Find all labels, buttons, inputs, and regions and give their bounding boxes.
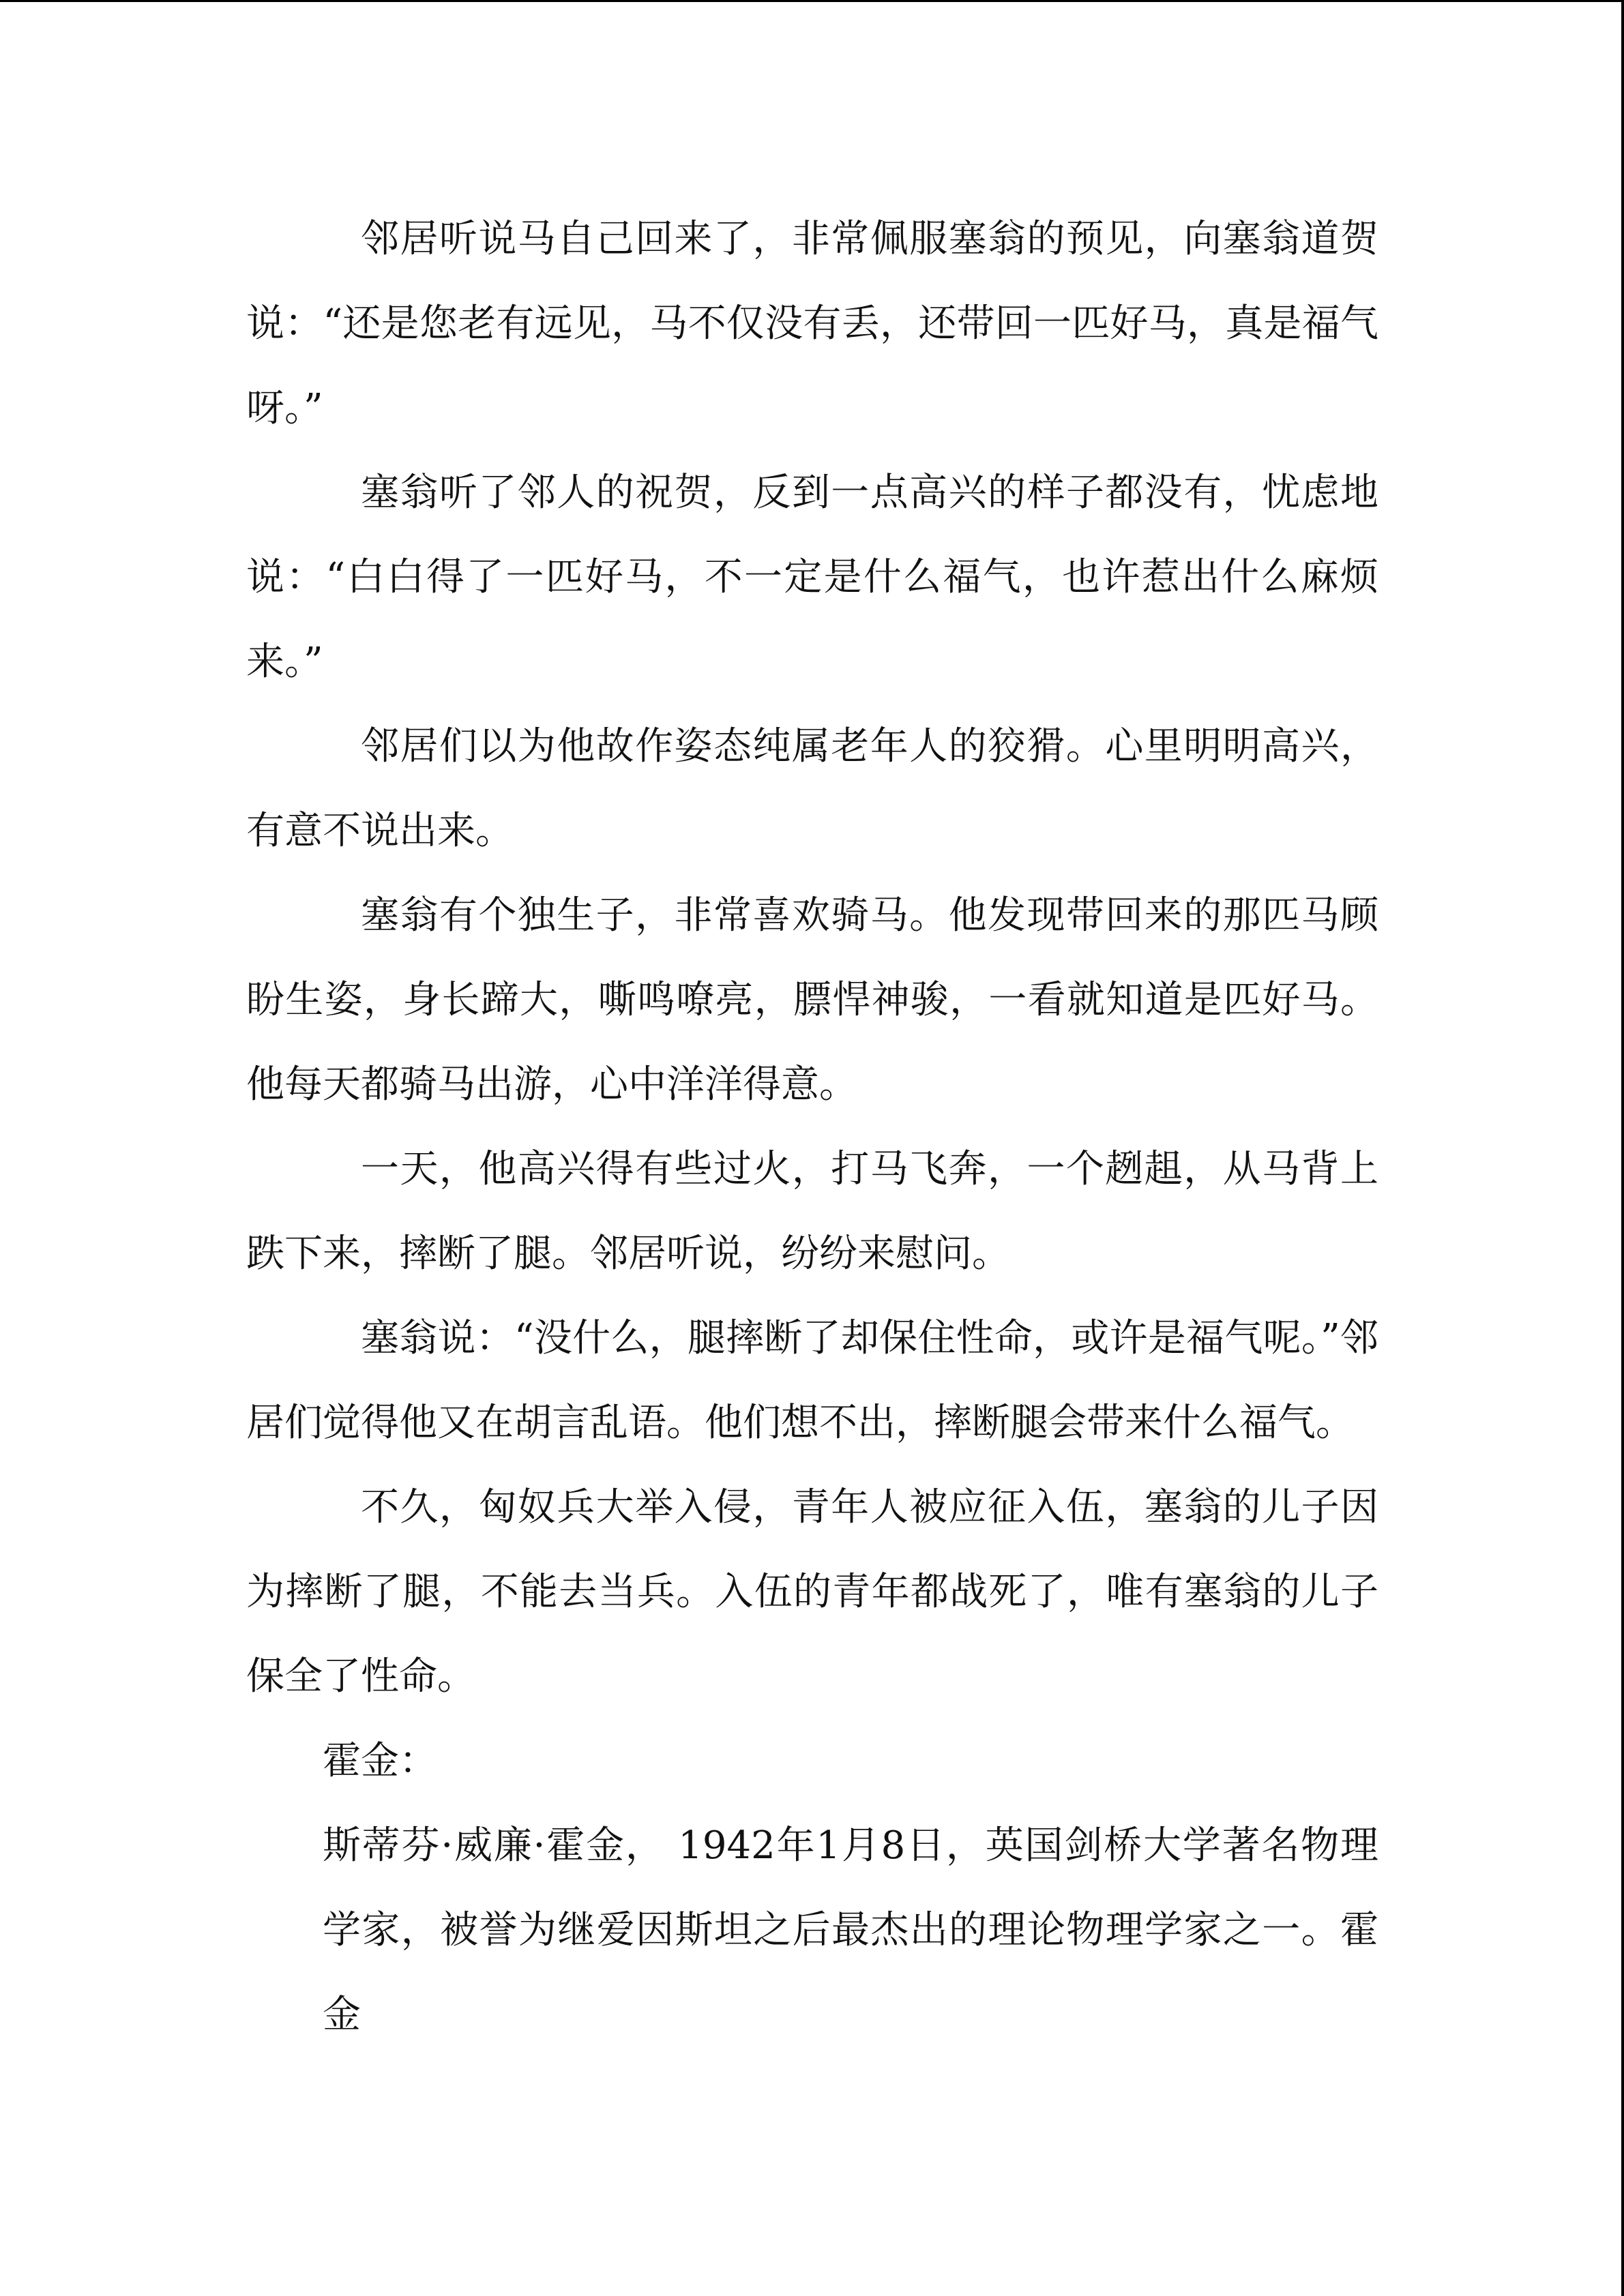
page-top-border bbox=[0, 0, 1624, 2]
paragraph-hawking-heading: 霍金： bbox=[323, 1739, 437, 1783]
paragraph-hawking-intro: 斯蒂芬·威廉·霍金， 1942年1月8日，英国剑桥大学著名物理学家，被誉为继爱因斯坦之后最杰出的理论物理学家之一。霍金 bbox=[323, 1823, 1378, 2037]
paragraph-neighbors-congratulate: 邻居听说马自己回来了，非常佩服塞翁的预见，向塞翁道贺说：“还是您老有远见，马不仅没有丢，还带回一匹好马，真是福气呀。” bbox=[246, 217, 1378, 430]
paragraph-war: 不久，匈奴兵大举入侵，青年人被应征入伍，塞翁的儿子因为摔断了腿，不能去当兵。入伍的青年都战死了，唯有塞翁的儿子保全了性命。 bbox=[246, 1485, 1378, 1699]
document-body bbox=[246, 197, 1378, 2057]
paragraph-broken-leg: 一天，他高兴得有些过火，打马飞奔，一个趔趄，从马背上跌下来，摔断了腿。邻居听说，纷纷来慰问。 bbox=[246, 1147, 1378, 1276]
paragraph-neighbors-think: 邻居们以为他故作姿态纯属老年人的狡猾。心里明明高兴，有意不说出来。 bbox=[246, 724, 1378, 853]
paragraph-only-son: 塞翁有个独生子，非常喜欢骑马。他发现带回来的那匹马顾盼生姿，身长蹄大，嘶鸣嘹亮，膘悍神骏，一看就知道是匹好马。他每天都骑马出游，心中洋洋得意。 bbox=[246, 893, 1378, 1107]
page-right-border bbox=[1621, 0, 1624, 2296]
paragraph-saiweng-worries: 塞翁听了邻人的祝贺，反到一点高兴的样子都没有，忧虑地说：“白白得了一匹好马，不一定是什么福气，也许惹出什么麻烦来。” bbox=[246, 471, 1378, 684]
paragraph-saiweng-says: 塞翁说：“没什么，腿摔断了却保住性命，或许是福气呢。”邻居们觉得他又在胡言乱语。他们想不出，摔断腿会带来什么福气。 bbox=[246, 1316, 1378, 1445]
